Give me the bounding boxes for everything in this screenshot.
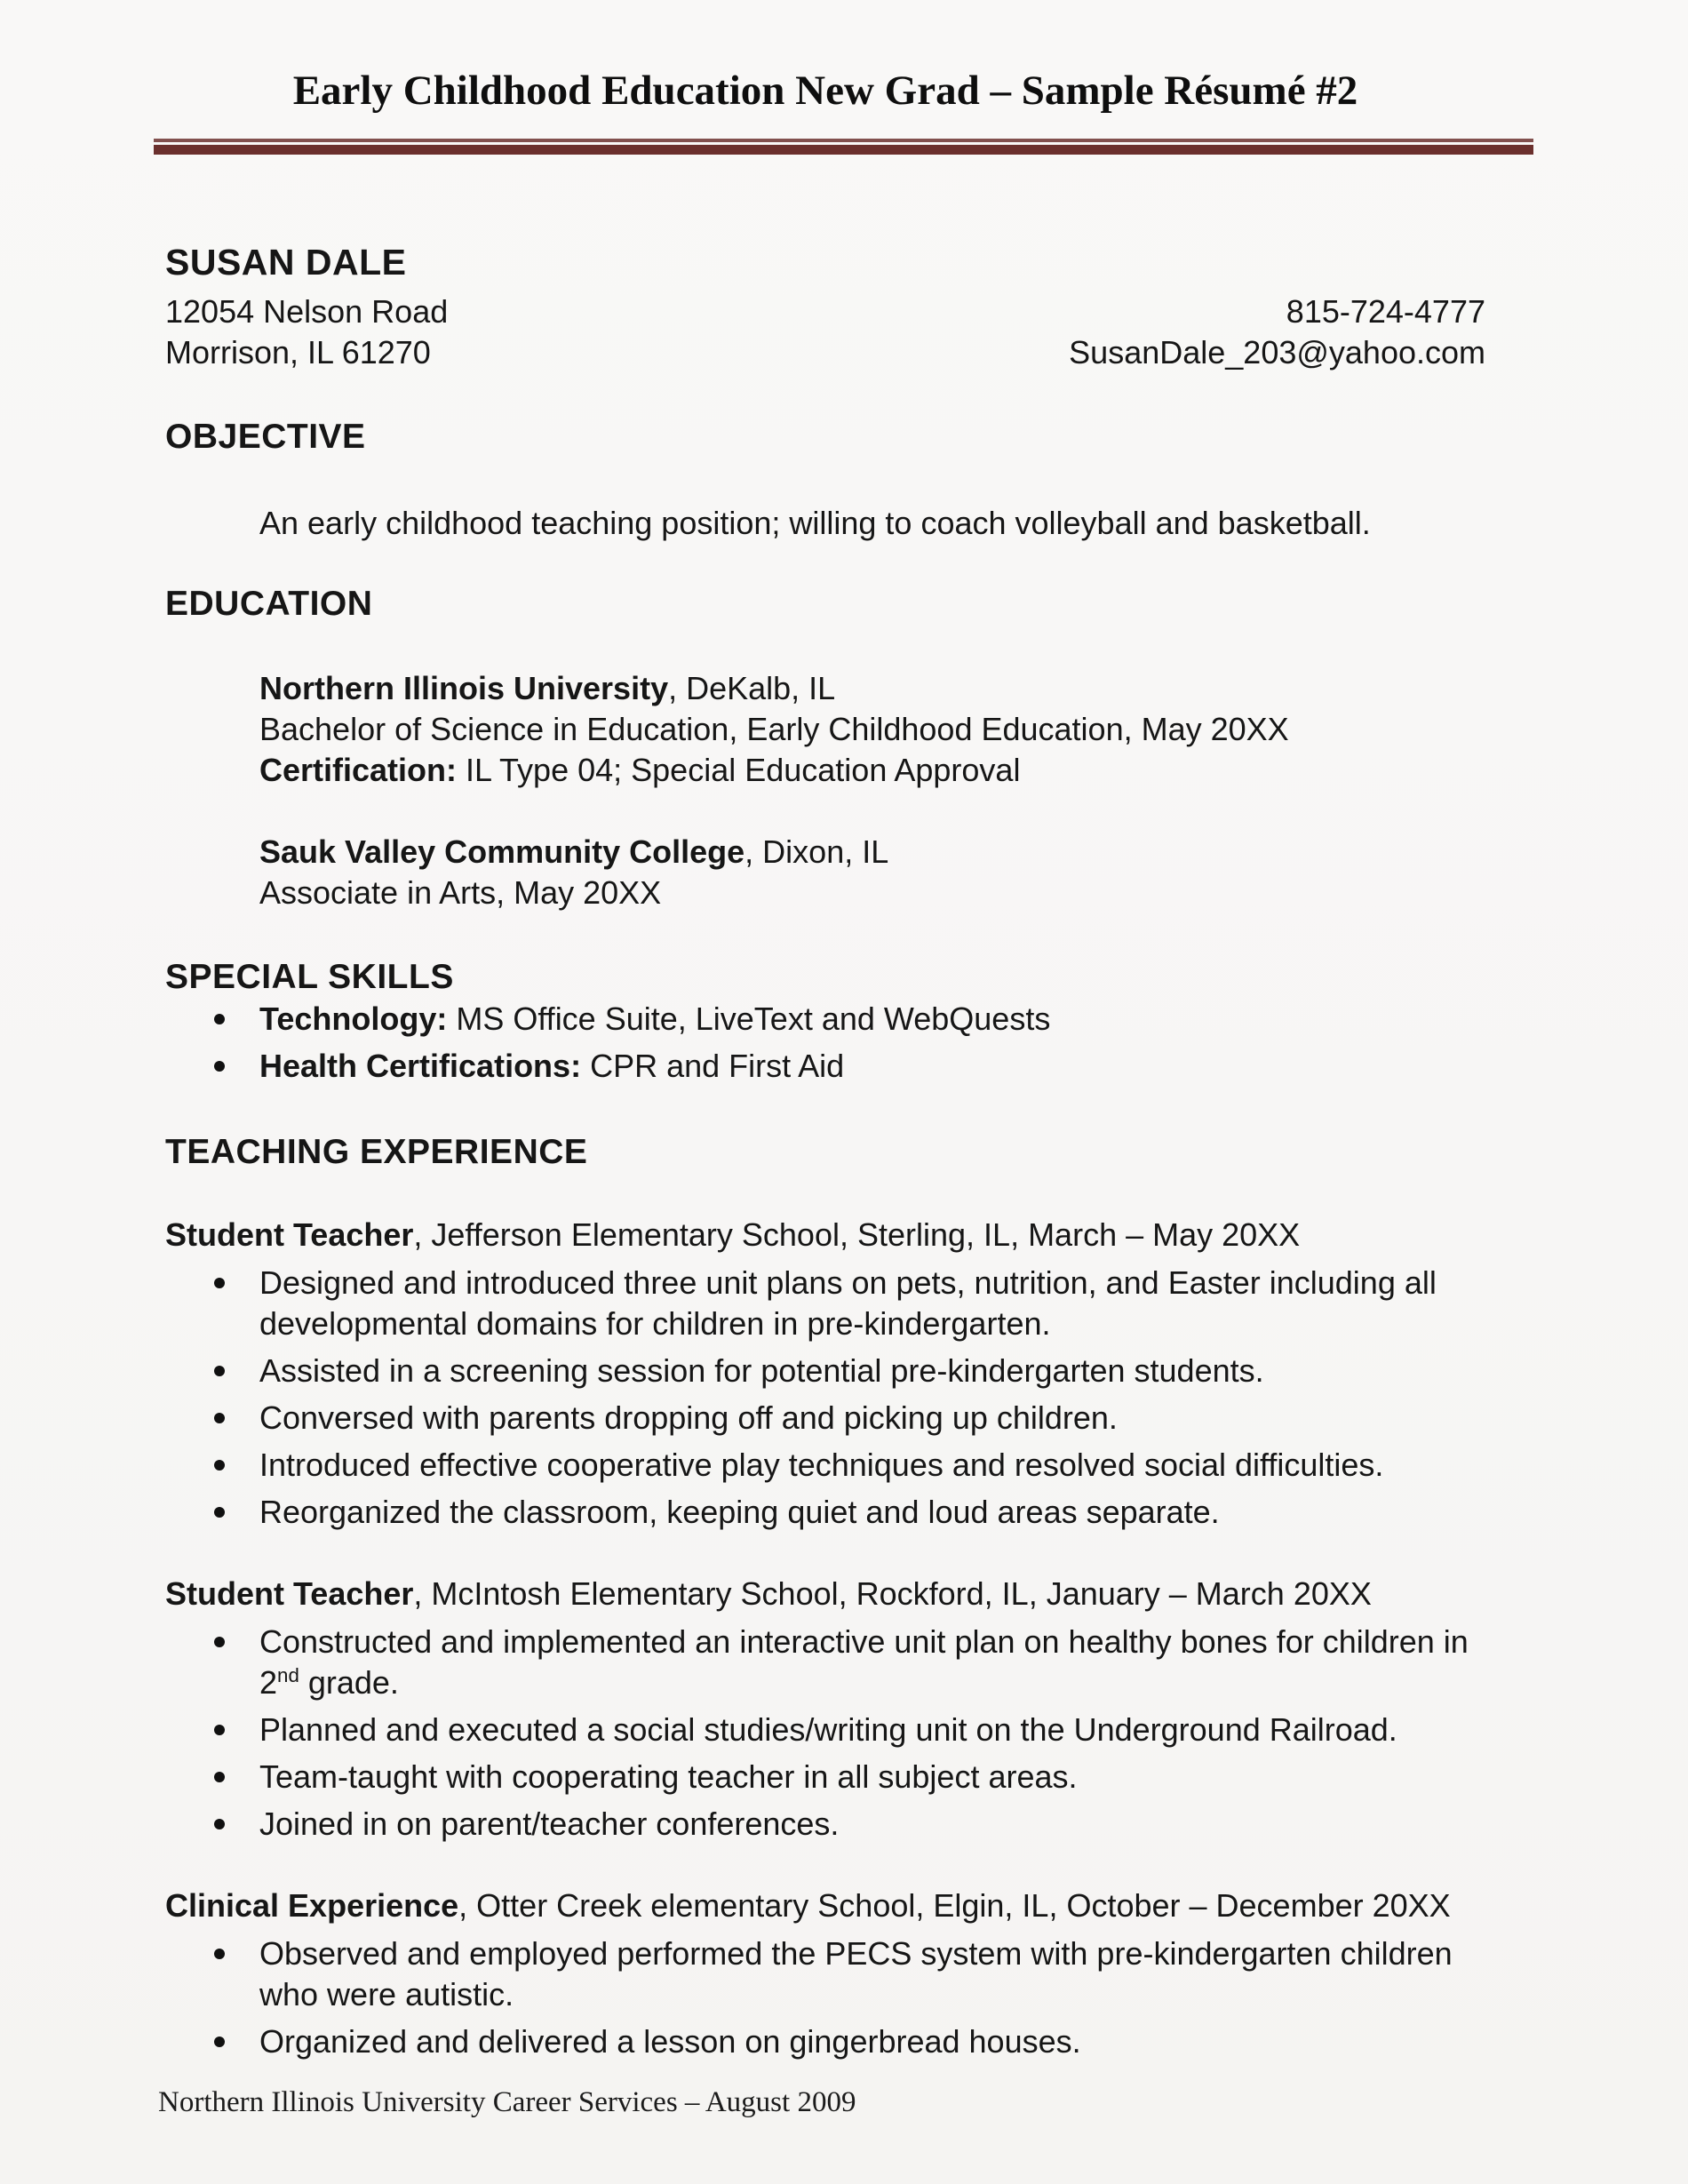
- job-title: Student Teacher: [165, 1216, 414, 1253]
- address-line-2: Morrison, IL 61270: [165, 334, 431, 371]
- certification-label: Certification:: [259, 752, 458, 788]
- education-block: [259, 668, 1485, 913]
- skill-item: [165, 1046, 1485, 1087]
- bullet-list: [165, 1622, 1485, 1845]
- job-block: [165, 1574, 1485, 1845]
- section-heading-special-skills: SPECIAL SKILLS: [165, 958, 454, 996]
- email-address: SusanDale_203@yahoo.com: [1069, 334, 1485, 371]
- bullet-item: Organized and delivered a lesson on gingerbread houses.: [165, 2021, 1485, 2062]
- bullet-item: Designed and introduced three unit plans on pets, nutrition, and Easter including all developmental domains for children in pre-kindergarten.: [165, 1263, 1485, 1344]
- phone-number: 815-724-4777: [1286, 293, 1485, 330]
- degree-line: Bachelor of Science in Education, Early Childhood Education, May 20XX: [259, 711, 1289, 747]
- job-details: , Jefferson Elementary School, Sterling, IL, March – May 20XX: [413, 1216, 1301, 1253]
- job-title: Clinical Experience: [165, 1887, 459, 1924]
- bullet-item: Reorganized the classroom, keeping quiet and loud areas separate.: [165, 1492, 1485, 1533]
- school-name: Northern Illinois University: [259, 670, 669, 706]
- header-rule-thin-line: [154, 139, 1533, 142]
- skill-item: [165, 999, 1485, 1040]
- job-title-line: [165, 1215, 1485, 1255]
- bullet-item: Joined in on parent/teacher conferences.: [165, 1804, 1485, 1845]
- bullet-item: Observed and employed performed the PECS system with pre-kindergarten children who were autistic.: [165, 1933, 1485, 2015]
- skills-list: [165, 999, 1485, 1087]
- job-block: [165, 1885, 1485, 2062]
- degree-line: Associate in Arts, May 20XX: [259, 874, 662, 911]
- header-rule-thick-line: [154, 145, 1533, 155]
- bullet-list: [165, 1933, 1485, 2062]
- contact-name: SUSAN DALE: [165, 242, 407, 283]
- certification-text: IL Type 04; Special Education Approval: [457, 752, 1021, 788]
- contact-block: [165, 240, 1485, 373]
- objective-text: An early childhood teaching position; willing to coach volleyball and basketball.: [259, 505, 1371, 541]
- bullet-item: Introduced effective cooperative play techniques and resolved social difficulties.: [165, 1445, 1485, 1486]
- job-block: [165, 1215, 1485, 1533]
- bullet-item: [165, 1622, 1485, 1703]
- section-heading-teaching-experience: TEACHING EXPERIENCE: [165, 1133, 588, 1171]
- section-heading-education: EDUCATION: [165, 585, 373, 623]
- school-location: , DeKalb, IL: [668, 670, 836, 706]
- job-title: Student Teacher: [165, 1575, 414, 1612]
- school-location: , Dixon, IL: [744, 833, 889, 870]
- banner-title: Early Childhood Education New Grad – Sample Résumé #2: [292, 68, 1358, 114]
- footer-note: Northern Illinois University Career Services – August 2009: [158, 2086, 856, 2118]
- section-heading-objective: OBJECTIVE: [165, 418, 366, 456]
- bullet-list: [165, 1263, 1485, 1533]
- contact-row-1: [165, 291, 1485, 332]
- school-line: [259, 668, 1485, 709]
- skill-text: MS Office Suite, LiveText and WebQuests: [447, 1000, 1051, 1037]
- education-entry: [259, 832, 1485, 913]
- job-details: , Otter Creek elementary School, Elgin, IL, October – December 20XX: [458, 1887, 1451, 1924]
- skill-label: Technology:: [259, 1000, 448, 1037]
- skill-label: Health Certifications:: [259, 1048, 582, 1084]
- contact-row-2: [165, 332, 1485, 373]
- bullet-text-pre: Constructed and implemented an interactive unit plan on healthy bones for children in 2: [259, 1623, 1469, 1701]
- school-line: [259, 832, 1485, 873]
- job-title-line: [165, 1574, 1485, 1614]
- bullet-item: Assisted in a screening session for potential pre-kindergarten students.: [165, 1351, 1485, 1391]
- ordinal-superscript: nd: [277, 1664, 299, 1686]
- school-name: Sauk Valley Community College: [259, 833, 745, 870]
- bullet-item: Conversed with parents dropping off and picking up children.: [165, 1398, 1485, 1439]
- job-title-line: [165, 1885, 1485, 1926]
- job-details: , McIntosh Elementary School, Rockford, IL, January – March 20XX: [413, 1575, 1372, 1612]
- education-entry: [259, 668, 1485, 791]
- bullet-text-post: grade.: [299, 1664, 399, 1701]
- certification-line: [259, 750, 1485, 791]
- bullet-item: Team-taught with cooperating teacher in all subject areas.: [165, 1757, 1485, 1797]
- header-rule: [154, 139, 1533, 155]
- skill-text: CPR and First Aid: [581, 1048, 845, 1084]
- address-line-1: 12054 Nelson Road: [165, 293, 449, 330]
- bullet-item: Planned and executed a social studies/writing unit on the Underground Railroad.: [165, 1710, 1485, 1750]
